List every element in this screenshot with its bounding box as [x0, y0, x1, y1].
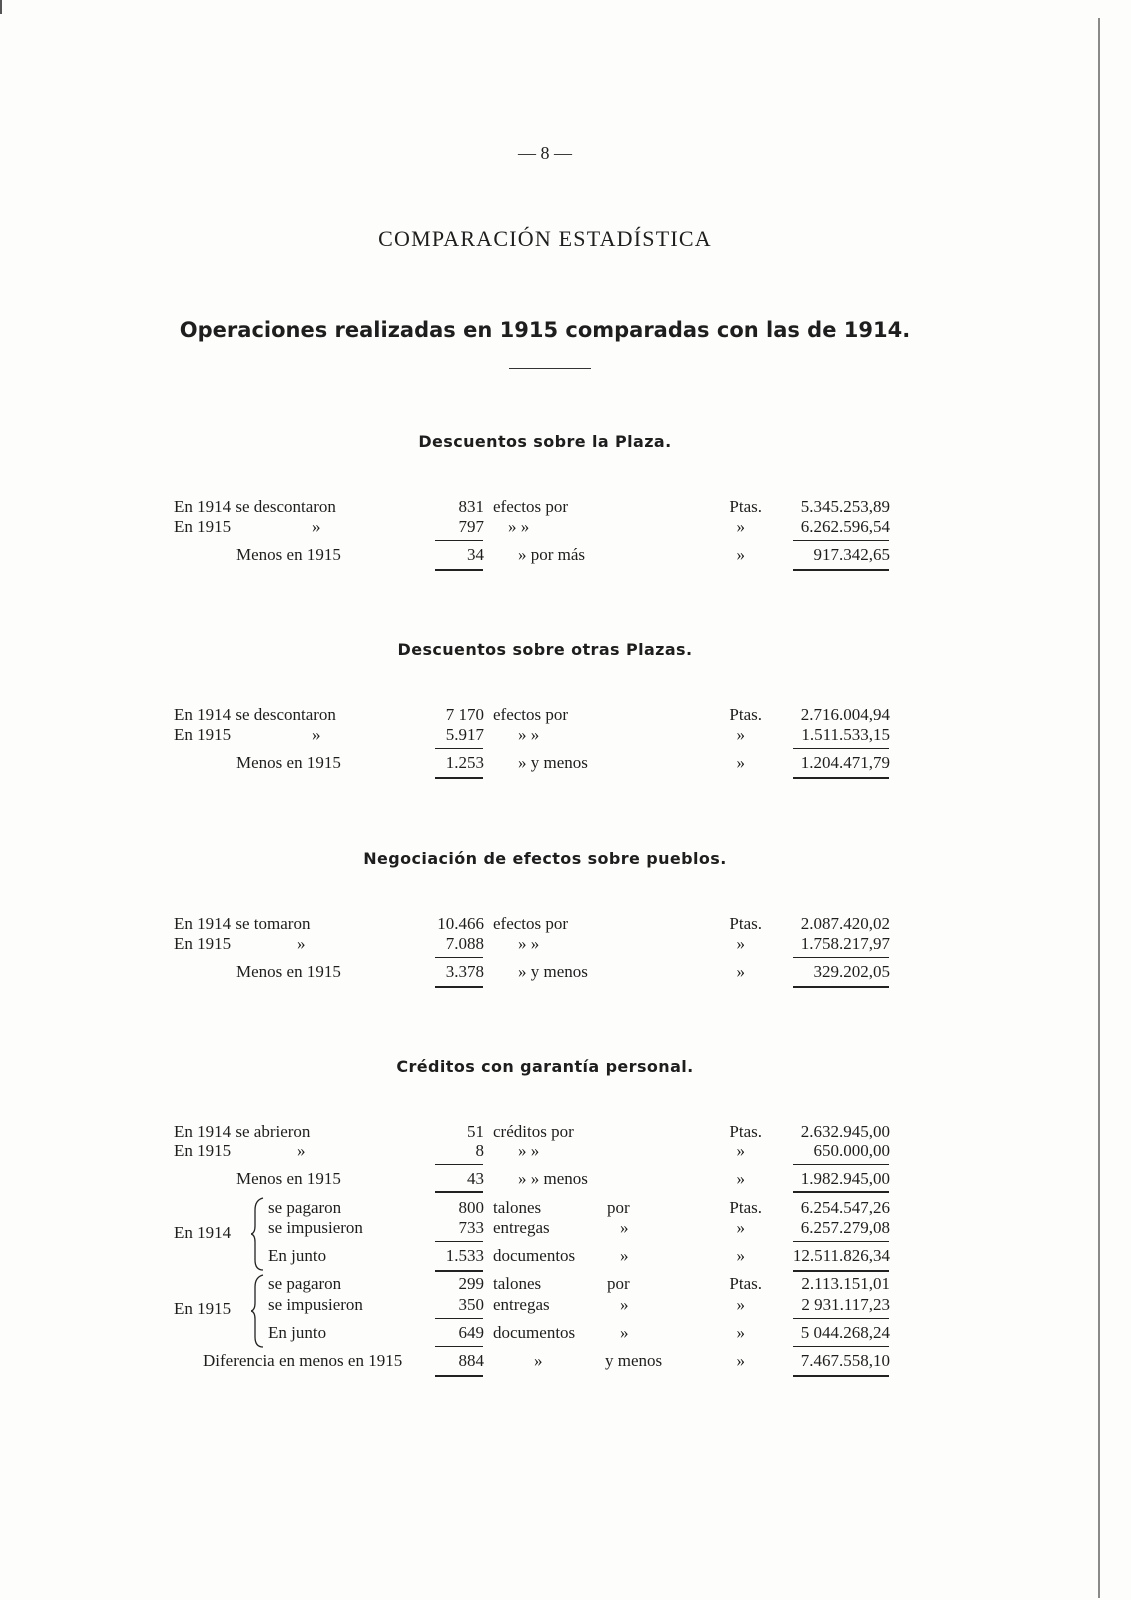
page-subtitle: Operaciones realizadas en 1915 comparadas con las de 1914. — [179, 318, 911, 342]
sum-rule — [793, 1318, 889, 1319]
row-count: 34 — [467, 545, 484, 564]
sum-rule — [793, 748, 889, 749]
group-year: En 1915 — [174, 1299, 232, 1318]
row-unit: » — [736, 517, 745, 536]
row-amount: 5 044.268,24 — [800, 1323, 890, 1342]
row-amount: 2.716.004,94 — [800, 705, 890, 724]
sum-rule — [435, 957, 483, 958]
row-label: se pagaron — [268, 1274, 342, 1293]
table-row — [0, 1198, 1098, 1220]
sum-rule — [793, 1346, 889, 1347]
row-amount: 2.087.420,02 — [800, 914, 890, 933]
row-label: En 1915 — [174, 934, 232, 953]
row-ditto: » — [297, 934, 306, 953]
row-count: 649 — [458, 1323, 484, 1342]
row-amount: 2.632.945,00 — [800, 1122, 890, 1141]
total-rule — [793, 1375, 889, 1377]
table-row — [0, 962, 1098, 984]
total-rule — [435, 986, 483, 988]
row-count: 733 — [458, 1218, 484, 1237]
row-count: 8 — [475, 1141, 484, 1160]
row-unit: » — [736, 1246, 745, 1265]
row-label: Menos en 1915 — [236, 962, 341, 981]
page-edge — [1098, 18, 1100, 1598]
row-desc: » por más — [518, 545, 586, 564]
table-row — [0, 1218, 1098, 1240]
row-amount: 1.204.471,79 — [800, 753, 890, 772]
row-unit: » — [736, 1169, 745, 1188]
total-rule — [793, 777, 889, 779]
table-row — [0, 517, 1098, 539]
table-row — [0, 1274, 1098, 1296]
row-unit: Ptas. — [729, 497, 762, 516]
row-desc: » » — [508, 517, 530, 536]
section-heading: Descuentos sobre la Plaza. — [418, 432, 672, 451]
row-label: En 1914 se descontaron — [174, 705, 336, 724]
sum-rule — [435, 1241, 483, 1242]
row-label: En 1915 — [174, 517, 232, 536]
difference-unit: » — [736, 1351, 745, 1370]
row-label: Menos en 1915 — [236, 753, 341, 772]
sum-rule — [435, 540, 483, 541]
total-rule — [435, 1375, 483, 1377]
row-ditto: » — [312, 517, 321, 536]
table-row — [0, 545, 1098, 567]
sum-rule — [435, 1346, 483, 1347]
row-unit: » — [736, 753, 745, 772]
sum-rule — [435, 1164, 483, 1165]
row-amount: 917.342,65 — [813, 545, 890, 564]
page-title: COMPARACIÓN ESTADÍSTICA — [378, 226, 712, 251]
row-label: En 1914 se descontaron — [174, 497, 336, 516]
table-row — [0, 1141, 1098, 1163]
row-desc: » y menos — [518, 753, 588, 772]
row-amount: 6.257.279,08 — [800, 1218, 890, 1237]
row-desc: créditos por — [493, 1122, 574, 1141]
row-desc: documentos — [493, 1323, 576, 1342]
row-count: 797 — [458, 517, 484, 536]
row-amount: 650.000,00 — [813, 1141, 890, 1160]
row-unit: Ptas. — [729, 705, 762, 724]
table-row — [0, 725, 1098, 747]
row-desc: efectos por — [493, 705, 569, 724]
row-count: 1.253 — [445, 753, 484, 772]
total-rule — [435, 1270, 483, 1272]
row-unit: » — [736, 934, 745, 953]
row-unit: » — [736, 1141, 745, 1160]
total-rule — [435, 1191, 483, 1193]
table-row — [0, 934, 1098, 956]
total-rule — [793, 986, 889, 988]
scan-edge-mark — [0, 0, 2, 14]
row-desc: » » — [518, 1141, 540, 1160]
row-unit: Ptas. — [729, 1274, 762, 1293]
row-label: En junto — [268, 1323, 327, 1342]
total-rule — [793, 1270, 889, 1272]
row-unit: Ptas. — [729, 1122, 762, 1141]
difference-amount: 7.467.558,10 — [800, 1351, 890, 1370]
row-desc: talones — [493, 1274, 542, 1293]
difference-row — [0, 1351, 1098, 1373]
total-rule — [435, 777, 483, 779]
sum-rule — [435, 748, 483, 749]
difference-count: 884 — [458, 1351, 484, 1370]
row-unit: » — [736, 725, 745, 744]
row-desc: » » menos — [518, 1169, 588, 1188]
row-ditto: » — [297, 1141, 306, 1160]
difference-extra: y menos — [605, 1351, 663, 1370]
row-desc: entregas — [493, 1218, 550, 1237]
row-count: 51 — [467, 1122, 484, 1141]
table-row — [0, 914, 1098, 936]
row-unit: » — [736, 962, 745, 981]
table-row — [0, 497, 1098, 519]
row-label: En 1915 — [174, 725, 232, 744]
section-heading: Negociación de efectos sobre pueblos. — [363, 849, 727, 868]
row-count: 1.533 — [445, 1246, 484, 1265]
row-amount: 1.758.217,97 — [800, 934, 890, 953]
row-amount: 6.262.596,54 — [800, 517, 890, 536]
row-count: 800 — [458, 1198, 484, 1217]
row-label: se pagaron — [268, 1198, 342, 1217]
table-row — [0, 1169, 1098, 1191]
row-count: 299 — [458, 1274, 484, 1293]
row-desc: entregas — [493, 1295, 550, 1314]
sum-rule — [435, 1318, 483, 1319]
difference-desc: » — [534, 1351, 543, 1370]
row-amount: 1.511.533,15 — [801, 725, 890, 744]
row-amount: 2 931.117,23 — [801, 1295, 890, 1314]
row-amount: 6.254.547,26 — [800, 1198, 890, 1217]
group-year: En 1914 — [174, 1223, 232, 1242]
total-rule — [793, 569, 889, 571]
row-desc: documentos — [493, 1246, 576, 1265]
page-number: — 8 — — [518, 143, 572, 163]
table-row — [0, 705, 1098, 727]
table-row — [0, 1246, 1098, 1268]
row-unit: Ptas. — [729, 914, 762, 933]
row-count: 5.917 — [445, 725, 484, 744]
table-row — [0, 1295, 1098, 1317]
sum-rule — [793, 957, 889, 958]
row-desc: » » — [518, 725, 540, 744]
sum-rule — [793, 1164, 889, 1165]
row-count: 7.088 — [445, 934, 484, 953]
row-amount: 5.345.253,89 — [800, 497, 890, 516]
row-desc: efectos por — [493, 914, 569, 933]
row-unit: » — [736, 1295, 745, 1314]
row-unit: Ptas. — [729, 1198, 762, 1217]
difference-label: Diferencia en menos en 1915 — [203, 1351, 403, 1370]
row-count: 350 — [458, 1295, 484, 1314]
row-desc: efectos por — [493, 497, 569, 516]
row-count: 10.466 — [437, 914, 484, 933]
row-desc: talones — [493, 1198, 542, 1217]
row-count: 3.378 — [445, 962, 484, 981]
row-amount: 1.982.945,00 — [800, 1169, 890, 1188]
title-rule — [509, 368, 591, 369]
row-label: Menos en 1915 — [236, 545, 341, 564]
row-unit: » — [736, 1323, 745, 1342]
row-label: En junto — [268, 1246, 327, 1265]
row-label: En 1914 se tomaron — [174, 914, 311, 933]
row-amount: 12.511.826,34 — [792, 1246, 890, 1265]
row-extra: » — [620, 1295, 629, 1314]
row-desc: » » — [518, 934, 540, 953]
row-label: En 1915 — [174, 1141, 232, 1160]
row-count: 43 — [467, 1169, 484, 1188]
row-extra: por — [607, 1274, 630, 1293]
row-extra: » — [620, 1323, 629, 1342]
row-count: 7 170 — [445, 705, 484, 724]
row-extra: por — [607, 1198, 630, 1217]
row-unit: » — [736, 545, 745, 564]
row-ditto: » — [312, 725, 321, 744]
row-amount: 2.113.151,01 — [801, 1274, 890, 1293]
row-label: se impusieron — [268, 1218, 363, 1237]
row-extra: » — [620, 1246, 629, 1265]
section-heading: Descuentos sobre otras Plazas. — [397, 640, 693, 659]
row-desc: » y menos — [518, 962, 588, 981]
row-unit: » — [736, 1218, 745, 1237]
row-count: 831 — [458, 497, 484, 516]
total-rule — [435, 569, 483, 571]
row-amount: 329.202,05 — [813, 962, 890, 981]
total-rule — [793, 1191, 889, 1193]
row-label: En 1914 se abrieron — [174, 1122, 311, 1141]
table-row — [0, 1323, 1098, 1345]
sum-rule — [793, 1241, 889, 1242]
row-extra: » — [620, 1218, 629, 1237]
table-row — [0, 753, 1098, 775]
row-label: Menos en 1915 — [236, 1169, 341, 1188]
section-heading: Créditos con garantía personal. — [396, 1057, 694, 1076]
row-label: se impusieron — [268, 1295, 363, 1314]
sum-rule — [793, 540, 889, 541]
